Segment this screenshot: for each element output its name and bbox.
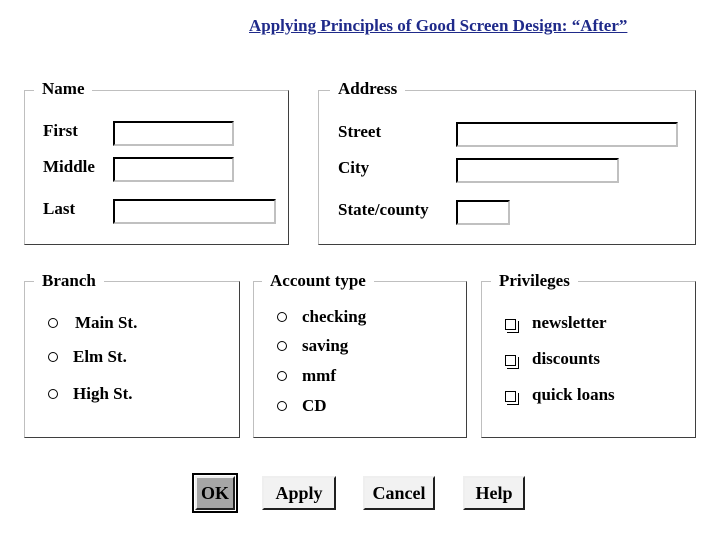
city-input[interactable] [456,158,619,183]
checkbox[interactable] [505,391,516,402]
account-option-label: saving [302,336,349,355]
apply-button[interactable]: Apply [262,476,336,510]
cancel-button[interactable]: Cancel [363,476,435,510]
checkbox[interactable] [505,355,516,366]
branch-group-legend: Branch [34,271,104,291]
name-group-legend: Name [34,79,92,99]
privilege-option-label: newsletter [532,313,607,332]
state-county-label: State/county [338,200,429,219]
middle-name-label: Middle [43,157,95,176]
account-option-label: checking [302,307,367,326]
city-label: City [338,158,370,177]
address-group-legend: Address [330,79,405,99]
radio-button[interactable] [48,318,58,328]
page-title: Applying Principles of Good Screen Design: “After” [249,16,628,35]
first-name-label: First [43,121,78,140]
first-name-input[interactable] [113,121,234,146]
radio-button[interactable] [48,352,58,362]
account-option-label: mmf [302,366,336,385]
street-label: Street [338,122,382,141]
account-option-label: CD [302,396,327,415]
middle-name-input[interactable] [113,157,234,182]
radio-button[interactable] [277,401,287,411]
street-input[interactable] [456,122,678,147]
radio-button[interactable] [277,341,287,351]
state-county-input[interactable] [456,200,510,225]
privileges-group-legend: Privileges [491,271,578,291]
privilege-option-label: quick loans [532,385,615,404]
branch-option-label: Elm St. [73,347,127,366]
branch-option-label: Main St. [75,313,138,332]
last-name-input[interactable] [113,199,276,224]
checkbox[interactable] [505,319,516,330]
ok-button[interactable]: OK [195,476,235,510]
radio-button[interactable] [277,371,287,381]
last-name-label: Last [43,199,76,218]
branch-option-label: High St. [73,384,133,403]
account-type-group-legend: Account type [262,271,374,291]
radio-button[interactable] [277,312,287,322]
radio-button[interactable] [48,389,58,399]
help-button[interactable]: Help [463,476,525,510]
privilege-option-label: discounts [532,349,601,368]
account-type-group [253,281,467,438]
